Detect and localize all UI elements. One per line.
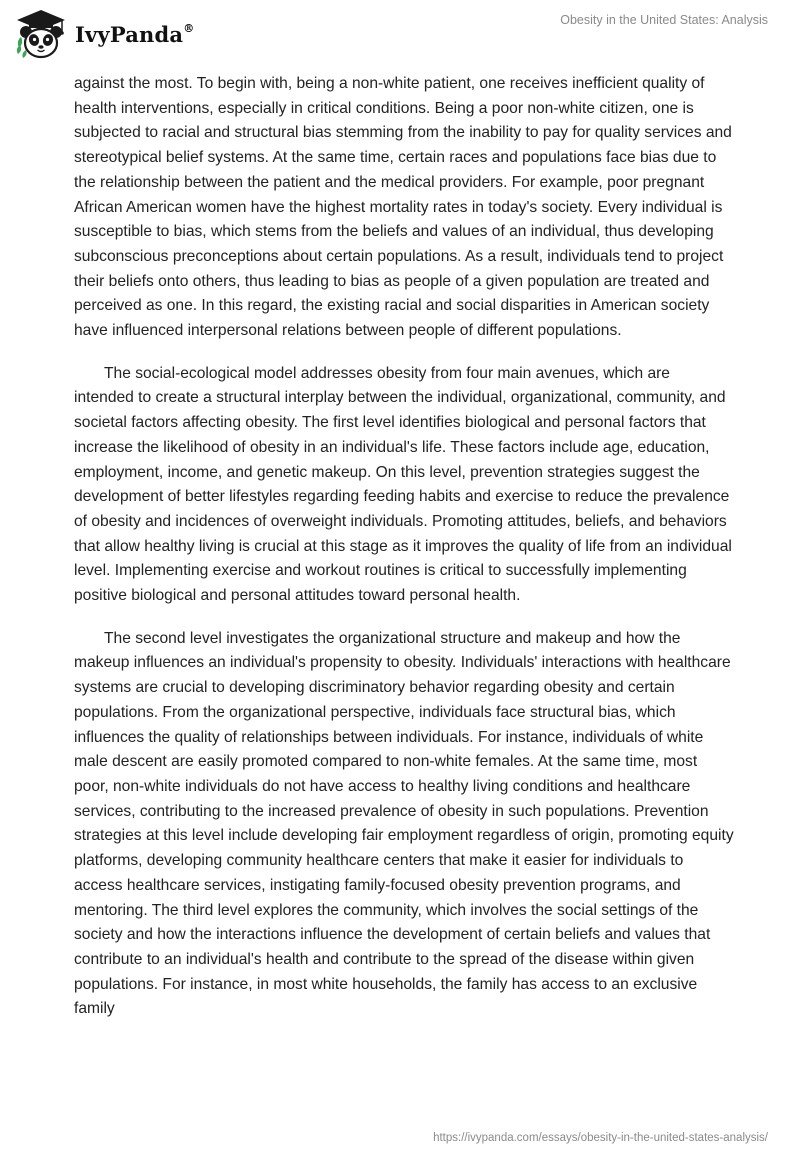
essay-body bbox=[74, 72, 734, 1040]
page-header bbox=[0, 0, 800, 70]
paragraph-3: The second level investigates the organizational structure and makeup and how the makeup influences an individual's propensity to obesity. Individuals' interactions with healthcare systems are crucial to developing discriminatory behavior regarding obesity and certain populations. From the organizational perspective, individuals face structural bias, which influences the quality of relationships between individuals. For instance, individuals of white male descent are easily promoted compared to non-white females. At the same time, most poor, non-white individuals do not have access to healthy living conditions and healthcare services, contributing to the increased prevalence of obesity in such populations. Prevention strategies at this level include developing fair employment regardless of origin, promoting equity platforms, developing community healthcare centers that make it easier for individuals to access healthcare services, instigating family-focused obesity prevention programs, and mentoring. The third level explores the community, which involves the social settings of the society and how the interactions influence the development of certain beliefs and values that contribute to an individual's health and contribute to the spread of the disease within given populations. For instance, in most white households, the family has access to an exclusive family bbox=[74, 629, 734, 1018]
document-title: Obesity in the United States: Analysis bbox=[560, 13, 768, 27]
ivypanda-logo[interactable] bbox=[15, 8, 194, 60]
paragraph-1: against the most. To begin with, being a non-white patient, one receives inefficient quality of health interventions, especially in critical conditions. Being a poor non-white citizen, one is subjected to racial and structural bias stemming from the inability to pay for quality services and stereotypical belief systems. At the same time, certain races and populations face bias due to the relationship between the patient and the medical providers. For example, poor pregnant African American women have the highest mortality rates in today's society. Every individual is susceptible to bias, which stems from the beliefs and values of an individual, thus developing subconscious preconceptions about certain populations. As a result, individuals tend to project their beliefs onto others, thus leading to bias as people of a given population are treated and perceived as one. In this regard, the existing racial and social disparities in American society have influenced interpersonal relations between people of different populations. bbox=[74, 75, 732, 340]
registered-mark: ® bbox=[183, 21, 195, 35]
paragraph-2: The social-ecological model addresses obesity from four main avenues, which are intended to create a structural interplay between the individual, organizational, community, and societal factors affecting obesity. The first level identifies biological and personal factors that increase the likelihood of obesity in an individual's life. These factors include age, education, employment, income, and genetic makeup. On this level, prevention strategies suggest the development of better lifestyles regarding feeding habits and exercise to reduce the prevalence of obesity and incidences of overweight individuals. Promoting attitudes, beliefs, and behaviors that allow healthy living is crucial at this stage as it improves the quality of life from an individual level. Implementing exercise and workout routines is critical to successfully implementing positive biological and personal attitudes toward personal health. bbox=[74, 364, 732, 605]
brand-name bbox=[75, 22, 194, 47]
brand-label: IvyPanda bbox=[75, 21, 184, 47]
source-url[interactable]: https://ivypanda.com/essays/obesity-in-the-united-states-analysis/ bbox=[433, 1132, 768, 1144]
panda-graduation-cap-icon bbox=[15, 8, 67, 60]
